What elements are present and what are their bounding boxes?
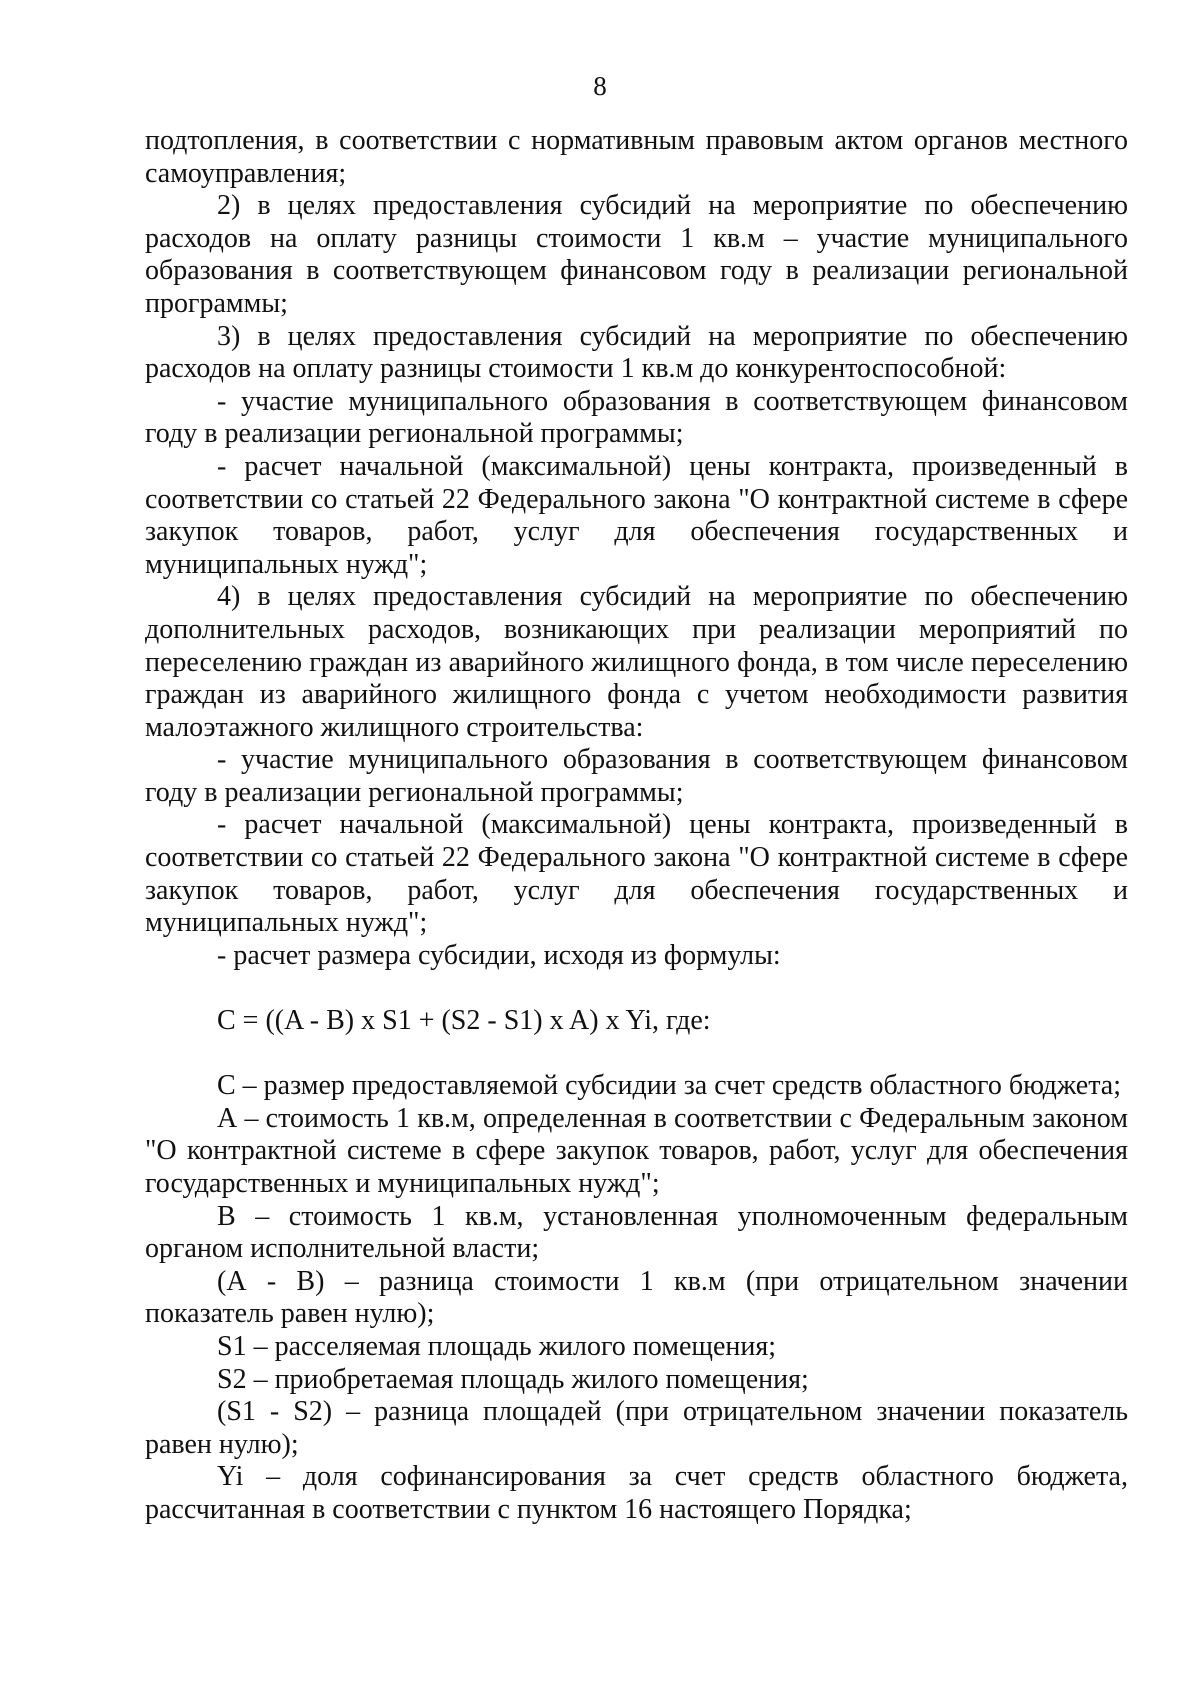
paragraph-item-3-participation: - участие муниципального образования в соответствующем финансовом году в реализации региональной программы; — [145, 385, 1128, 450]
definition-s1-minus-s2: (S1 - S2) – разница площадей (при отрицательном значении показатель равен нулю); — [145, 1396, 1128, 1460]
paragraph-item-4-participation: - участие муниципального образования в соответствующем финансовом году в реализации региональной программы; — [145, 744, 1128, 808]
paragraph-item-3-price-calculation: - расчет начальной (максимальной) цены контракта, произведенный в соответствии со статьей 22 Федерального закона "О контрактной системе в сфере закупок товаров, работ, услуг для обеспечения государственных и муниципальных нужд"; — [145, 450, 1128, 580]
paragraph-item-4-price-calculation: - расчет начальной (максимальной) цены контракта, произведенный в соответствии со статьей 22 Федерального закона "О контрактной системе в сфере закупок товаров, работ, услуг для обеспечения государственных и муниципальных нужд"; — [145, 809, 1128, 939]
definition-c: С – размер предоставляемой субсидии за счет средств областного бюджета; — [217, 1070, 1122, 1102]
paragraph-continuation: подтопления, в соответствии с нормативным правовым актом органов местного самоуправления; — [145, 125, 1128, 189]
paragraph-item-3: 3) в целях предоставления субсидий на мероприятие по обеспечению расходов на оплату разницы стоимости 1 кв.м до конкурентоспособной: — [145, 320, 1128, 385]
paragraph-item-2: 2) в целях предоставления субсидий на мероприятие по обеспечению расходов на оплату разницы стоимости 1 кв.м – участие муниципального образования в соответствующем финансовом году в реализации региональной программы; — [145, 190, 1128, 319]
definition-yi: Yi – доля софинансирования за счет средств областного бюджета, рассчитанная в соответствии с пунктом 16 настоящего Порядка; — [145, 1461, 1128, 1525]
definition-s1: S1 – расселяемая площадь жилого помещения; — [217, 1330, 777, 1362]
definition-a: А – стоимость 1 кв.м, определенная в соответствии с Федеральным законом "О контрактной системе в сфере закупок товаров, работ, услуг для обеспечения государственных и муниципальных нужд"; — [145, 1102, 1128, 1199]
document-body — [145, 125, 1128, 1527]
page-number: 8 — [593, 71, 607, 101]
definition-s2: S2 – приобретаемая площадь жилого помещения; — [217, 1363, 809, 1395]
definition-b: В – стоимость 1 кв.м, установленная уполномоченным федеральным органом исполнительной власти; — [145, 1200, 1128, 1265]
paragraph-subsidy-formula-intro: - расчет размера субсидии, исходя из формулы: — [217, 939, 781, 971]
subsidy-formula: C = ((A - B) x S1 + (S2 - S1) x A) x Yi, где: — [217, 1005, 711, 1037]
paragraph-item-4: 4) в целях предоставления субсидий на мероприятие по обеспечению дополнительных расходов, возникающих при реализации мероприятий по переселению граждан из аварийного жилищного фонда, в том числе переселению граждан из аварийного жилищного фонда с учетом необходимости развития малоэтажного жилищного строительства: — [145, 581, 1128, 743]
definition-a-minus-b: (А - В) – разница стоимости 1 кв.м (при отрицательном значении показатель равен нулю); — [145, 1265, 1128, 1330]
